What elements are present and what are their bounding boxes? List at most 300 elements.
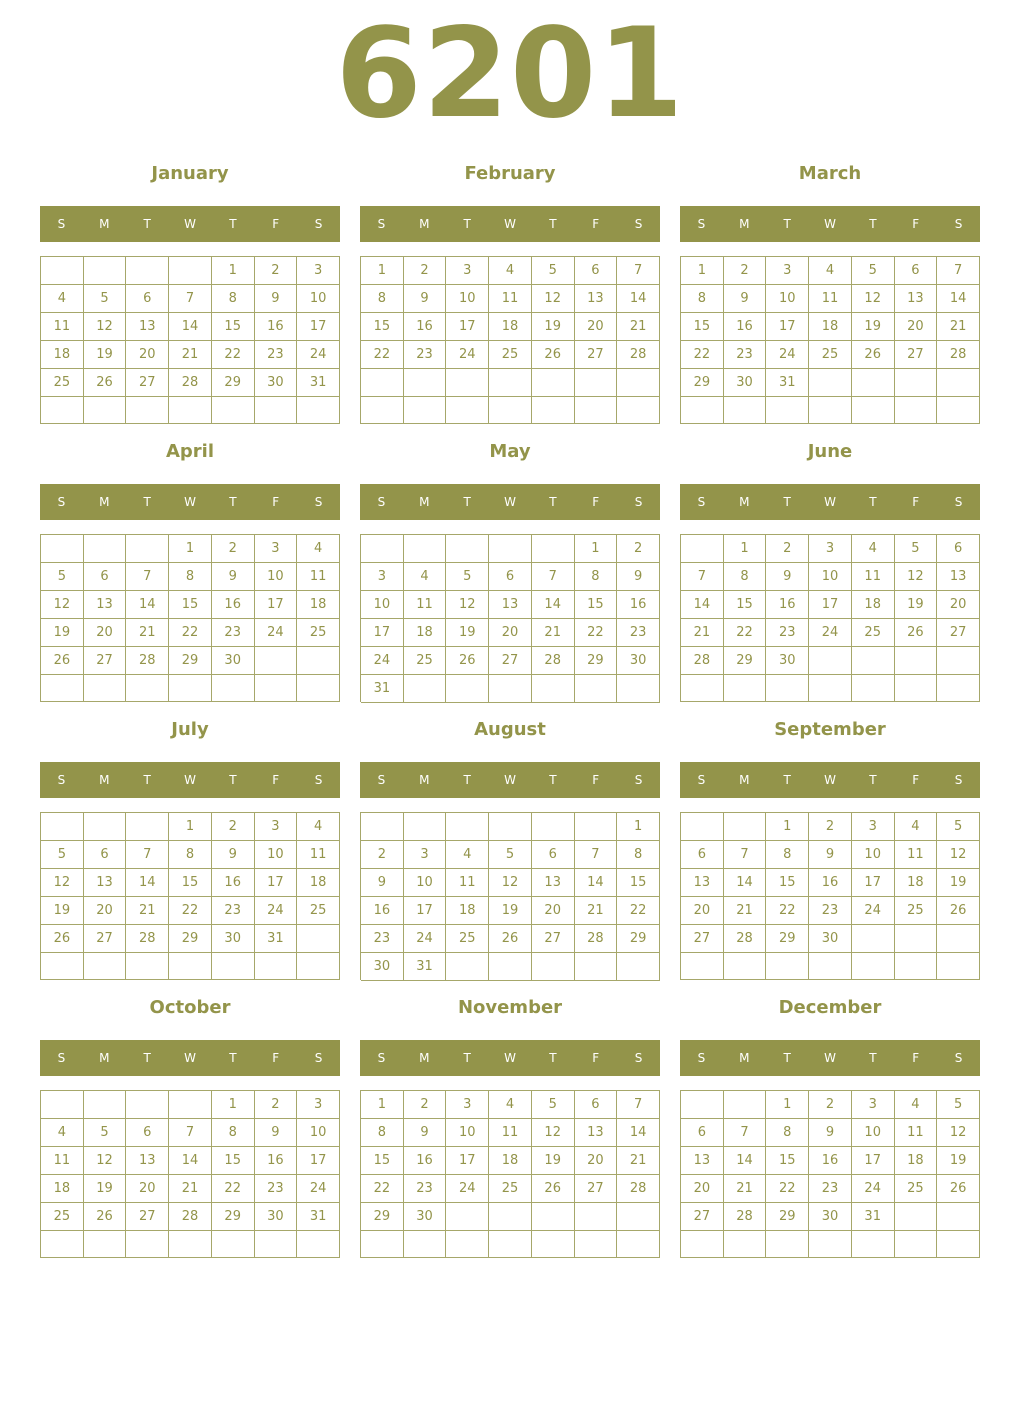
- day-cell: 10: [446, 285, 489, 313]
- weekday-label: F: [272, 773, 280, 787]
- day-cell: 6: [532, 841, 575, 869]
- empty-cell: [617, 675, 660, 703]
- empty-cell: [852, 397, 895, 424]
- day-cell: 5: [532, 257, 575, 285]
- day-cell: 17: [852, 869, 895, 897]
- day-cell: 11: [809, 285, 852, 313]
- day-cell: 27: [84, 925, 127, 953]
- weekday-label: F: [912, 773, 920, 787]
- empty-cell: [617, 1203, 660, 1231]
- day-cell: 29: [766, 1203, 809, 1231]
- empty-cell: [895, 1203, 938, 1231]
- day-cell: 27: [532, 925, 575, 953]
- day-cell: 5: [84, 285, 127, 313]
- month-title: December: [778, 997, 882, 1018]
- day-cell: 13: [84, 869, 127, 897]
- weekday-label: T: [143, 1051, 151, 1065]
- day-cell: 31: [404, 953, 447, 981]
- day-cell: 26: [937, 897, 980, 925]
- day-cell: 28: [532, 647, 575, 675]
- empty-cell: [895, 369, 938, 397]
- day-cell: 18: [404, 619, 447, 647]
- day-cell: 21: [617, 1147, 660, 1175]
- empty-cell: [895, 647, 938, 675]
- day-cell: 19: [84, 1175, 127, 1203]
- empty-cell: [404, 813, 447, 841]
- empty-cell: [809, 397, 852, 424]
- day-cell: 26: [84, 1203, 127, 1231]
- day-cell: 24: [852, 897, 895, 925]
- day-cell: 2: [766, 535, 809, 563]
- day-cell: 4: [809, 257, 852, 285]
- weekday-label: S: [954, 1051, 963, 1065]
- weekday-label: S: [634, 495, 643, 509]
- day-cell: 9: [255, 285, 298, 313]
- day-cell: 17: [809, 591, 852, 619]
- day-cell: 5: [41, 841, 84, 869]
- day-cell: 14: [169, 1147, 212, 1175]
- day-cell: 16: [809, 869, 852, 897]
- day-cell: 12: [895, 563, 938, 591]
- day-cell: 3: [255, 535, 298, 563]
- empty-cell: [895, 925, 938, 953]
- day-cell: 7: [937, 257, 980, 285]
- day-cell: 31: [361, 675, 404, 703]
- weekday-label: S: [634, 217, 643, 231]
- day-cell: 20: [489, 619, 532, 647]
- month-title: October: [149, 997, 231, 1018]
- day-cell: 27: [575, 1175, 618, 1203]
- day-cell: 4: [895, 1091, 938, 1119]
- empty-cell: [809, 369, 852, 397]
- day-cell: 3: [852, 813, 895, 841]
- weekday-label: T: [783, 495, 791, 509]
- weekday-label: S: [954, 495, 963, 509]
- day-cell: 23: [212, 619, 255, 647]
- empty-cell: [255, 953, 298, 980]
- day-cell: 17: [255, 869, 298, 897]
- day-cell: 20: [84, 897, 127, 925]
- day-cell: 16: [212, 591, 255, 619]
- day-cell: 6: [126, 285, 169, 313]
- weekday-label: T: [783, 1051, 791, 1065]
- empty-cell: [84, 813, 127, 841]
- empty-cell: [575, 675, 618, 703]
- day-cell: 10: [361, 591, 404, 619]
- day-cell: 6: [681, 1119, 724, 1147]
- day-cell: 1: [724, 535, 767, 563]
- weekday-label: T: [463, 1051, 471, 1065]
- empty-cell: [532, 1231, 575, 1258]
- day-cell: 2: [404, 1091, 447, 1119]
- day-cell: 15: [575, 591, 618, 619]
- empty-cell: [169, 257, 212, 285]
- day-cell: 25: [489, 341, 532, 369]
- day-cell: 4: [404, 563, 447, 591]
- day-cell: 8: [212, 1119, 255, 1147]
- day-cell: 7: [724, 1119, 767, 1147]
- weekday-label: T: [143, 495, 151, 509]
- empty-cell: [255, 397, 298, 424]
- day-cell: 3: [297, 1091, 340, 1119]
- day-cell: 8: [361, 285, 404, 313]
- day-cell: 16: [404, 1147, 447, 1175]
- day-cell: 17: [404, 897, 447, 925]
- day-cell: 26: [41, 925, 84, 953]
- weekday-label: T: [549, 217, 557, 231]
- day-cell: 15: [617, 869, 660, 897]
- day-cell: 25: [41, 369, 84, 397]
- day-cell: 30: [809, 925, 852, 953]
- empty-cell: [297, 953, 340, 980]
- day-cell: 29: [681, 369, 724, 397]
- day-grid: [680, 534, 980, 702]
- day-cell: 1: [169, 813, 212, 841]
- day-cell: 18: [41, 1175, 84, 1203]
- day-cell: 29: [617, 925, 660, 953]
- empty-cell: [126, 675, 169, 702]
- empty-cell: [681, 397, 724, 424]
- day-cell: 25: [895, 1175, 938, 1203]
- day-cell: 9: [809, 1119, 852, 1147]
- empty-cell: [41, 535, 84, 563]
- day-cell: 11: [404, 591, 447, 619]
- empty-cell: [126, 813, 169, 841]
- month-title: May: [489, 441, 531, 462]
- empty-cell: [361, 535, 404, 563]
- day-cell: 12: [937, 1119, 980, 1147]
- empty-cell: [41, 1091, 84, 1119]
- day-cell: 24: [255, 897, 298, 925]
- day-cell: 23: [404, 341, 447, 369]
- weekday-label: T: [783, 217, 791, 231]
- day-cell: 29: [212, 1203, 255, 1231]
- day-cell: 25: [852, 619, 895, 647]
- day-cell: 10: [404, 869, 447, 897]
- day-cell: 5: [852, 257, 895, 285]
- weekday-label: F: [592, 495, 600, 509]
- weekday-label: M: [419, 1051, 430, 1065]
- weekday-label: T: [869, 217, 877, 231]
- empty-cell: [766, 397, 809, 424]
- day-cell: 24: [766, 341, 809, 369]
- day-cell: 3: [766, 257, 809, 285]
- day-cell: 8: [169, 563, 212, 591]
- empty-cell: [446, 535, 489, 563]
- day-cell: 16: [809, 1147, 852, 1175]
- day-cell: 4: [446, 841, 489, 869]
- day-cell: 4: [489, 257, 532, 285]
- day-cell: 14: [937, 285, 980, 313]
- weekday-label: M: [739, 773, 750, 787]
- day-cell: 16: [404, 313, 447, 341]
- month-title: February: [464, 163, 556, 184]
- day-cell: 7: [169, 285, 212, 313]
- day-cell: 9: [766, 563, 809, 591]
- day-cell: 20: [895, 313, 938, 341]
- day-cell: 10: [297, 285, 340, 313]
- day-cell: 19: [41, 619, 84, 647]
- day-cell: 1: [212, 1091, 255, 1119]
- day-cell: 13: [681, 1147, 724, 1175]
- day-cell: 5: [532, 1091, 575, 1119]
- day-cell: 31: [297, 1203, 340, 1231]
- month-title: August: [474, 719, 546, 740]
- empty-cell: [532, 675, 575, 703]
- weekday-header: [360, 1040, 660, 1076]
- day-cell: 22: [766, 1175, 809, 1203]
- empty-cell: [169, 397, 212, 424]
- weekday-label: S: [377, 217, 386, 231]
- empty-cell: [937, 953, 980, 980]
- weekday-label: F: [272, 217, 280, 231]
- weekday-label: M: [739, 217, 750, 231]
- weekday-label: T: [549, 495, 557, 509]
- day-grid: [360, 534, 660, 702]
- day-cell: 19: [895, 591, 938, 619]
- day-cell: 21: [126, 897, 169, 925]
- month-title: March: [798, 163, 862, 184]
- weekday-label: S: [697, 217, 706, 231]
- day-cell: 2: [724, 257, 767, 285]
- empty-cell: [766, 1231, 809, 1258]
- day-cell: 22: [766, 897, 809, 925]
- empty-cell: [404, 675, 447, 703]
- weekday-label: W: [504, 217, 516, 231]
- day-cell: 16: [766, 591, 809, 619]
- empty-cell: [617, 953, 660, 981]
- day-cell: 18: [41, 341, 84, 369]
- empty-cell: [575, 397, 618, 425]
- weekday-label: S: [377, 1051, 386, 1065]
- empty-cell: [361, 369, 404, 397]
- day-cell: 4: [895, 813, 938, 841]
- day-cell: 8: [575, 563, 618, 591]
- day-cell: 17: [446, 313, 489, 341]
- day-cell: 29: [766, 925, 809, 953]
- day-cell: 15: [169, 869, 212, 897]
- month-title: July: [171, 719, 209, 740]
- empty-cell: [617, 397, 660, 425]
- weekday-label: T: [143, 773, 151, 787]
- day-cell: 16: [255, 313, 298, 341]
- day-cell: 9: [404, 1119, 447, 1147]
- day-cell: 12: [446, 591, 489, 619]
- day-cell: 30: [724, 369, 767, 397]
- day-cell: 8: [724, 563, 767, 591]
- day-cell: 22: [575, 619, 618, 647]
- day-cell: 10: [297, 1119, 340, 1147]
- weekday-label: W: [184, 495, 196, 509]
- day-cell: 28: [575, 925, 618, 953]
- day-cell: 3: [446, 257, 489, 285]
- day-cell: 6: [575, 1091, 618, 1119]
- weekday-label: S: [57, 773, 66, 787]
- day-cell: 20: [532, 897, 575, 925]
- day-cell: 11: [852, 563, 895, 591]
- empty-cell: [361, 397, 404, 425]
- day-cell: 30: [617, 647, 660, 675]
- day-cell: 22: [617, 897, 660, 925]
- day-cell: 2: [404, 257, 447, 285]
- weekday-label: T: [463, 773, 471, 787]
- day-cell: 7: [681, 563, 724, 591]
- weekday-label: W: [824, 1051, 836, 1065]
- day-cell: 10: [255, 563, 298, 591]
- day-cell: 7: [126, 841, 169, 869]
- empty-cell: [937, 1231, 980, 1258]
- day-cell: 30: [766, 647, 809, 675]
- day-cell: 18: [446, 897, 489, 925]
- empty-cell: [532, 397, 575, 425]
- day-cell: 9: [255, 1119, 298, 1147]
- empty-cell: [169, 1091, 212, 1119]
- day-cell: 6: [126, 1119, 169, 1147]
- empty-cell: [937, 925, 980, 953]
- day-cell: 26: [84, 369, 127, 397]
- empty-cell: [169, 1231, 212, 1258]
- empty-cell: [681, 535, 724, 563]
- day-cell: 1: [169, 535, 212, 563]
- day-cell: 11: [895, 841, 938, 869]
- weekday-label: W: [184, 1051, 196, 1065]
- weekday-label: S: [57, 217, 66, 231]
- day-cell: 27: [489, 647, 532, 675]
- empty-cell: [681, 675, 724, 702]
- day-cell: 22: [169, 897, 212, 925]
- day-cell: 28: [126, 925, 169, 953]
- day-cell: 3: [361, 563, 404, 591]
- empty-cell: [809, 1231, 852, 1258]
- day-cell: 13: [489, 591, 532, 619]
- empty-cell: [446, 675, 489, 703]
- empty-cell: [84, 1231, 127, 1258]
- day-cell: 4: [41, 1119, 84, 1147]
- empty-cell: [937, 675, 980, 702]
- day-cell: 28: [169, 369, 212, 397]
- empty-cell: [404, 1231, 447, 1258]
- day-cell: 13: [126, 313, 169, 341]
- empty-cell: [724, 675, 767, 702]
- empty-cell: [126, 257, 169, 285]
- day-cell: 11: [895, 1119, 938, 1147]
- day-cell: 10: [255, 841, 298, 869]
- day-cell: 30: [212, 647, 255, 675]
- day-cell: 26: [532, 341, 575, 369]
- day-cell: 7: [126, 563, 169, 591]
- day-cell: 30: [361, 953, 404, 981]
- day-grid: [680, 812, 980, 980]
- day-cell: 19: [84, 341, 127, 369]
- empty-cell: [895, 397, 938, 424]
- weekday-label: S: [954, 217, 963, 231]
- weekday-label: M: [419, 217, 430, 231]
- day-cell: 10: [852, 1119, 895, 1147]
- day-cell: 3: [404, 841, 447, 869]
- day-cell: 20: [681, 897, 724, 925]
- empty-cell: [212, 397, 255, 424]
- day-cell: 8: [766, 1119, 809, 1147]
- month-title: January: [151, 163, 229, 184]
- weekday-header: [40, 484, 340, 520]
- empty-cell: [489, 1231, 532, 1258]
- day-cell: 21: [724, 897, 767, 925]
- day-cell: 1: [617, 813, 660, 841]
- weekday-header: [40, 206, 340, 242]
- day-cell: 31: [255, 925, 298, 953]
- day-cell: 2: [255, 1091, 298, 1119]
- day-cell: 9: [212, 841, 255, 869]
- day-grid: [40, 534, 340, 702]
- day-cell: 30: [255, 369, 298, 397]
- day-cell: 20: [126, 341, 169, 369]
- day-cell: 8: [361, 1119, 404, 1147]
- empty-cell: [41, 953, 84, 980]
- weekday-header: [40, 762, 340, 798]
- day-cell: 21: [937, 313, 980, 341]
- day-cell: 24: [255, 619, 298, 647]
- day-cell: 1: [575, 535, 618, 563]
- empty-cell: [255, 1231, 298, 1258]
- day-cell: 6: [937, 535, 980, 563]
- empty-cell: [489, 953, 532, 981]
- day-cell: 20: [575, 1147, 618, 1175]
- empty-cell: [126, 953, 169, 980]
- empty-cell: [489, 813, 532, 841]
- day-cell: 31: [852, 1203, 895, 1231]
- day-cell: 29: [169, 925, 212, 953]
- day-cell: 25: [404, 647, 447, 675]
- day-cell: 26: [937, 1175, 980, 1203]
- day-cell: 24: [297, 341, 340, 369]
- empty-cell: [852, 675, 895, 702]
- day-cell: 5: [489, 841, 532, 869]
- weekday-label: T: [229, 495, 237, 509]
- day-cell: 15: [724, 591, 767, 619]
- day-cell: 30: [809, 1203, 852, 1231]
- day-cell: 24: [361, 647, 404, 675]
- day-cell: 14: [575, 869, 618, 897]
- month-title: April: [165, 441, 215, 462]
- weekday-label: W: [504, 773, 516, 787]
- day-cell: 18: [297, 591, 340, 619]
- day-cell: 11: [297, 841, 340, 869]
- weekday-label: M: [739, 495, 750, 509]
- empty-cell: [297, 925, 340, 953]
- day-cell: 5: [446, 563, 489, 591]
- weekday-label: F: [272, 1051, 280, 1065]
- day-grid: [680, 256, 980, 424]
- weekday-label: W: [504, 1051, 516, 1065]
- weekday-label: S: [314, 495, 323, 509]
- day-cell: 17: [297, 313, 340, 341]
- weekday-label: M: [99, 773, 110, 787]
- weekday-label: M: [99, 495, 110, 509]
- day-cell: 10: [766, 285, 809, 313]
- day-cell: 21: [681, 619, 724, 647]
- empty-cell: [937, 1203, 980, 1231]
- day-cell: 30: [255, 1203, 298, 1231]
- day-cell: 28: [169, 1203, 212, 1231]
- day-cell: 2: [212, 535, 255, 563]
- day-cell: 23: [255, 1175, 298, 1203]
- empty-cell: [84, 397, 127, 424]
- day-cell: 17: [446, 1147, 489, 1175]
- empty-cell: [617, 1231, 660, 1258]
- empty-cell: [575, 1231, 618, 1258]
- empty-cell: [724, 813, 767, 841]
- day-cell: 7: [532, 563, 575, 591]
